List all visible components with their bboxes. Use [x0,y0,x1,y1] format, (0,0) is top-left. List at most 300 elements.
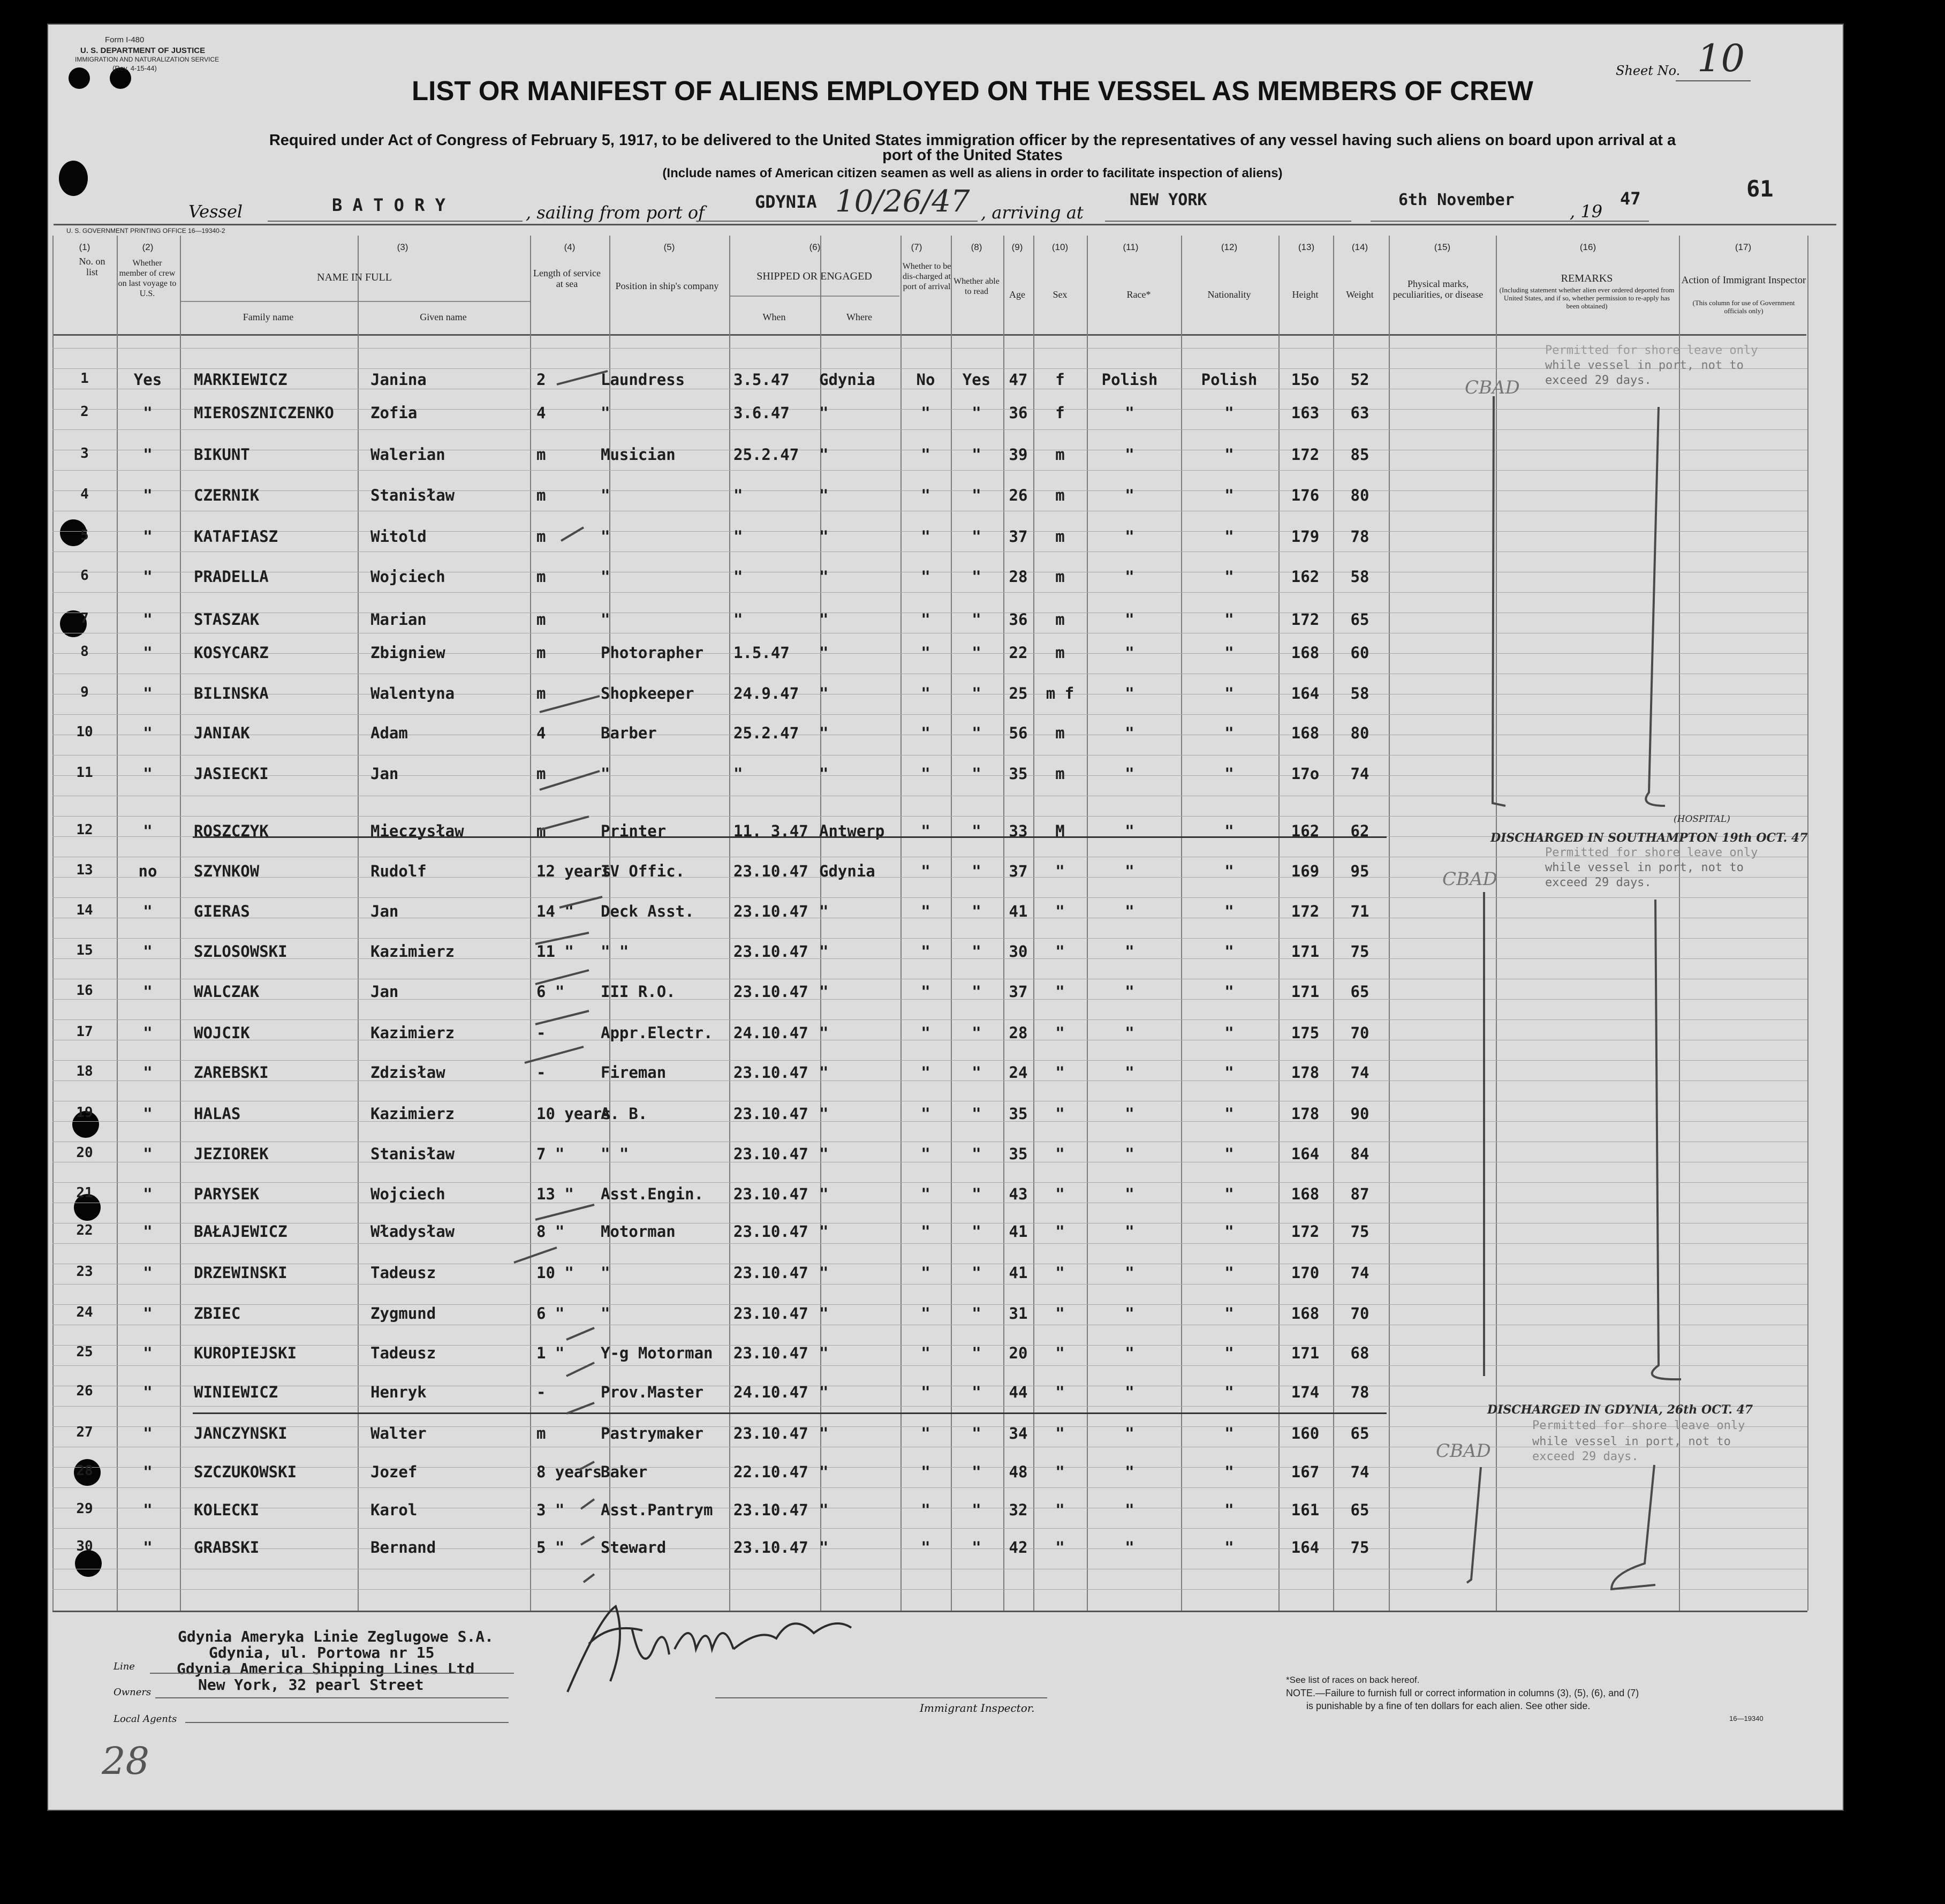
cell-where: " [819,1024,829,1042]
year-prefix: , 19 [1570,201,1603,222]
cell-age: 41 [1009,902,1028,920]
cell-race: " [1125,610,1134,629]
col-remarks-header: REMARKS [1561,273,1613,284]
cell-family: KOSYCARZ [194,644,269,662]
cell-when: 23.10.47 [733,1145,808,1163]
cell-sex: " [1055,1501,1065,1519]
cell-nationality: " [1224,983,1234,1001]
cell-weight: 75 [1350,1538,1369,1557]
cell-discharged: " [921,765,930,783]
column-number: (14) [1351,242,1368,252]
cell-race: " [1125,1063,1134,1082]
cell-position: Prov.Master [601,1383,704,1401]
cell-service: m [536,486,546,504]
cell-position: Appr.Electr. [601,1024,713,1042]
cell-race: " [1125,1145,1134,1163]
cell-given: Wojciech [370,568,445,586]
cell-weight: 68 [1350,1344,1369,1362]
shore-leave-note-2a: Permitted for shore leave only [1545,846,1758,859]
cell-service: 7 " [536,1145,565,1163]
cell-when: 24.10.47 [733,1024,808,1042]
cell-when: 23.10.47 [733,983,808,1001]
page-title: LIST OR MANIFEST OF ALIENS EMPLOYED ON THE VESSEL AS MEMBERS OF CREW [412,75,1533,106]
cell-weight: 62 [1350,822,1369,840]
cell-nationality: " [1224,902,1234,920]
handwritten-date: 10/26/47 [835,184,970,219]
cell-no: 6 [80,568,89,584]
cell-member: no [138,862,157,880]
cell-given: Kazimierz [370,1024,455,1042]
cell-family: SZLOSOWSKI [194,942,287,961]
cell-where: " [819,684,829,702]
cell-race: " [1125,765,1134,783]
shore-leave-note-2b: while vessel in port, not to [1545,861,1744,874]
cell-service: m [536,644,546,662]
cell-sex: " [1055,862,1065,880]
cell-weight: 74 [1350,765,1369,783]
agent-line-3: Gdynia America Shipping Lines Ltd [177,1660,475,1678]
cell-height: 164 [1291,1145,1320,1163]
cell-member: " [143,1063,153,1082]
cell-height: 171 [1291,983,1320,1001]
cell-when: 23.10.47 [733,1304,808,1323]
cell-read: " [972,1264,981,1282]
cell-nationality: " [1224,942,1234,961]
cell-service: 5 " [536,1538,565,1557]
cell-family: SZCZUKOWSKI [194,1463,297,1481]
cell-family: MARKIEWICZ [194,371,287,389]
cell-family: STASZAK [194,610,260,629]
cell-discharged: " [921,644,930,662]
discharged-gdynia-note: DISCHARGED IN GDYNIA, 26th OCT. 47 [1487,1403,1753,1417]
inspector-rule [715,1697,1047,1698]
cell-where: " [819,486,829,504]
cell-no: 26 [76,1383,93,1399]
cell-age: 36 [1009,610,1028,629]
cell-where: Antwerp [819,822,885,840]
cell-family: PARYSEK [194,1185,260,1203]
cell-given: Zbigniew [370,644,445,662]
owners-label: Owners [113,1687,152,1698]
column-number: (17) [1735,242,1752,252]
cell-no: 17 [76,1024,93,1040]
cell-member: " [143,1105,153,1123]
cell-family: PRADELLA [194,568,269,586]
cell-height: 171 [1291,942,1320,961]
cell-race: " [1125,983,1134,1001]
cell-age: 44 [1009,1383,1028,1401]
cell-weight: 58 [1350,684,1369,702]
cell-height: 162 [1291,822,1320,840]
cell-given: Walerian [370,445,445,464]
cell-read: " [972,684,981,702]
cell-sex: m [1055,644,1065,662]
cell-no: 13 [76,862,93,878]
cell-no: 4 [80,486,89,502]
cell-where: " [819,1424,829,1442]
cell-family: MIEROSZNICZENKO [194,404,334,422]
cell-position: Printer [601,822,667,840]
cell-race: " [1125,942,1134,961]
cell-age: 56 [1009,724,1028,742]
cell-family: KATAFIASZ [194,527,278,546]
cell-weight: 70 [1350,1024,1369,1042]
col-physical-header: Physical marks, peculiarities, or disease [1392,278,1484,300]
cell-sex: " [1055,1024,1065,1042]
cell-member: " [143,568,153,586]
column-number: (13) [1298,242,1315,252]
column-number: (12) [1221,242,1238,252]
inspector-initials-2: CBAD [1442,868,1497,890]
cell-position: Photorapher [601,644,704,662]
cell-given: Mieczysław [370,822,464,840]
col-action-note: (This column for use of Government officials only) [1692,299,1795,315]
column-number: (9) [1011,242,1023,252]
cell-given: Stanisław [370,486,455,504]
cell-family: BAŁAJEWICZ [194,1222,287,1241]
cell-age: 25 [1009,684,1028,702]
cell-sex: m [1055,568,1065,586]
cell-where: " [819,983,829,1001]
cell-read: " [972,1222,981,1241]
cell-discharged: " [921,486,930,504]
cell-race: " [1125,445,1134,464]
cell-given: Tadeusz [370,1344,436,1362]
cell-height: 17o [1291,765,1320,783]
cell-height: 168 [1291,1304,1320,1323]
cell-age: 20 [1009,1344,1028,1362]
cell-height: 171 [1291,1344,1320,1362]
cell-read: " [972,1185,981,1203]
cell-height: 164 [1291,1538,1320,1557]
cell-race: " [1125,684,1134,702]
cell-nationality: " [1224,724,1234,742]
cell-family: ZAREBSKI [194,1063,269,1082]
cell-height: 172 [1291,610,1320,629]
col-shipped-header: SHIPPED OR ENGAGED [756,270,872,282]
cell-member: " [143,1222,153,1241]
cell-when: 23.10.47 [733,1538,808,1557]
cell-member: Yes [133,371,162,389]
cell-weight: 74 [1350,1264,1369,1282]
cell-height: 168 [1291,724,1320,742]
cell-nationality: " [1224,644,1234,662]
cell-race: " [1125,862,1134,880]
cell-read: " [972,445,981,464]
cell-position: Musician [601,445,676,464]
cell-family: WINIEWICZ [194,1383,278,1401]
cell-no: 15 [76,942,93,958]
cell-service: m [536,568,546,586]
print-code: 16—19340 [1729,1714,1764,1722]
cell-where: " [819,1063,829,1082]
cell-where: " [819,404,829,422]
cell-age: 22 [1009,644,1028,662]
cell-discharged: " [921,1063,930,1082]
cell-read: " [972,942,981,961]
shore-leave-note-3c: exceed 29 days. [1532,1450,1639,1463]
cell-read: Yes [962,371,991,389]
cell-no: 8 [80,644,89,660]
cell-family: GRABSKI [194,1538,260,1557]
cell-age: 47 [1009,371,1028,389]
cell-when: 23.10.47 [733,1344,808,1362]
cell-discharged: " [921,1222,930,1241]
owners-rule [155,1697,509,1698]
cell-service: 12 years [536,862,611,880]
cell-height: 170 [1291,1264,1320,1282]
cell-discharged: " [921,404,930,422]
cell-sex: M [1055,822,1065,840]
cell-position: III R.O. [601,983,676,1001]
col-race-header: Race* [1126,289,1151,300]
cell-sex: " [1055,983,1065,1001]
cell-family: KOLECKI [194,1501,260,1519]
col-where-header: Where [846,312,872,322]
col-height-header: Height [1292,289,1319,300]
cell-service: - [536,1024,546,1042]
cell-race: Polish [1101,371,1158,389]
cell-nationality: " [1224,1424,1234,1442]
cell-race: " [1125,527,1134,546]
cell-race: " [1125,1538,1134,1557]
cell-given: Kazimierz [370,942,455,961]
cell-height: 162 [1291,568,1320,586]
cell-given: Władysław [370,1222,455,1241]
cell-when: 23.10.47 [733,902,808,920]
column-number: (3) [397,242,408,252]
cell-read: " [972,1463,981,1481]
cell-weight: 75 [1350,942,1369,961]
cell-age: 24 [1009,1063,1028,1082]
cell-when: " [733,486,743,504]
cell-read: " [972,1383,981,1401]
cell-no: 7 [80,610,89,626]
cell-when: 24.10.47 [733,1383,808,1401]
col-age-header: Age [1009,289,1025,300]
cell-discharged: " [921,527,930,546]
cell-discharged: " [921,1383,930,1401]
cell-discharged: " [921,1538,930,1557]
cell-height: 164 [1291,684,1320,702]
cell-height: 160 [1291,1424,1320,1442]
cell-weight: 52 [1350,371,1369,389]
cell-race: " [1125,902,1134,920]
col-read-header: Whether able to read [953,277,1000,296]
cell-discharged: " [921,684,930,702]
cell-nationality: " [1224,1264,1234,1282]
cell-no: 3 [80,445,89,462]
cell-race: " [1125,1501,1134,1519]
cell-discharged: " [921,1424,930,1442]
cell-read: " [972,1501,981,1519]
cell-when: 23.10.47 [733,1264,808,1282]
cell-read: " [972,404,981,422]
col-name-header: NAME IN FULL [317,271,392,283]
cell-weight: 78 [1350,527,1369,546]
cell-given: Witold [370,527,427,546]
cell-read: " [972,644,981,662]
cell-given: Henryk [370,1383,427,1401]
cell-race: " [1125,1264,1134,1282]
cell-sex: " [1055,1063,1065,1082]
cell-family: HALAS [194,1105,241,1123]
cell-nationality: " [1224,610,1234,629]
cell-position: " " [601,1145,629,1163]
cell-family: KUROPIEJSKI [194,1344,297,1362]
cell-given: Wojciech [370,1185,445,1203]
printing-office: U. S. GOVERNMENT PRINTING OFFICE 16—19340-2 [66,227,225,235]
column-number: (16) [1579,242,1596,252]
cell-family: BIKUNT [194,445,250,464]
cell-given: Jozef [370,1463,418,1481]
cell-race: " [1125,404,1134,422]
cell-member: " [143,1304,153,1323]
cell-weight: 95 [1350,862,1369,880]
cell-when: 25.2.47 [733,445,799,464]
cell-discharged: " [921,1304,930,1323]
cell-where: " [819,1304,829,1323]
cell-member: " [143,1538,153,1557]
cell-discharged: " [921,1145,930,1163]
cell-race: " [1125,724,1134,742]
fine-note-1: NOTE.—Failure to furnish full or correct information in columns (3), (5), (6), and (7) [1286,1688,1639,1698]
cell-given: Stanisław [370,1145,455,1163]
cell-position: Steward [601,1538,667,1557]
cell-member: " [143,684,153,702]
cell-member: " [143,527,153,546]
cell-service: 2 [536,371,546,389]
cell-family: JASIECKI [194,765,269,783]
col-sex-header: Sex [1053,289,1068,300]
cell-where: " [819,1105,829,1123]
cell-service: 10 " [536,1264,574,1282]
cell-family: ROSZCZYK [194,822,269,840]
cell-when: " [733,610,743,629]
cell-age: 37 [1009,983,1028,1001]
cell-family: WOJCIK [194,1024,250,1042]
cell-age: 43 [1009,1185,1028,1203]
cell-race: " [1125,568,1134,586]
cell-nationality: " [1224,1063,1234,1082]
cell-service: 11 " [536,942,574,961]
cell-weight: 74 [1350,1063,1369,1082]
port-of-arrival: NEW YORK [1130,191,1207,209]
cell-given: Zdzisław [370,1063,445,1082]
cell-sex: " [1055,1222,1065,1241]
cell-age: 39 [1009,445,1028,464]
cell-read: " [972,1304,981,1323]
cell-position: " [601,610,610,629]
cell-age: 48 [1009,1463,1028,1481]
cell-service: 6 " [536,983,565,1001]
bracket-line-5 [1467,1467,1481,1583]
cell-family: WALCZAK [194,983,260,1001]
cell-height: 176 [1291,486,1320,504]
revision: (Rev. 4-15-44) [112,64,157,72]
cell-position: " [601,527,610,546]
bracket-line-6 [1611,1465,1655,1589]
page-number: 61 [1746,176,1774,202]
cell-age: 26 [1009,486,1028,504]
cell-given: Jan [370,983,399,1001]
cell-age: 34 [1009,1424,1028,1442]
vessel-label: Vessel [188,201,243,222]
cell-nationality: " [1224,1145,1234,1163]
cell-position: " [601,765,610,783]
arrival-year: 47 [1620,188,1641,209]
cell-race: " [1125,486,1134,504]
cell-age: 41 [1009,1222,1028,1241]
cell-discharged: " [921,1463,930,1481]
cell-height: 178 [1291,1063,1320,1082]
cell-age: 35 [1009,765,1028,783]
cell-position: " [601,404,610,422]
cell-given: Marian [370,610,427,629]
cell-family: JEZIOREK [194,1145,269,1163]
cell-age: 30 [1009,942,1028,961]
column-number: (6) [809,242,821,252]
col-action-header: Action of Immigrant Inspector [1681,275,1806,286]
cell-member: " [143,404,153,422]
cell-family: CZERNIK [194,486,260,504]
subtitle-line-1: Required under Act of Congress of February 5, 1917, to be delivered to the United States immigration officer by the representatives of any vessel having such aliens on board upon arrival at a [269,132,1676,149]
cell-family: SZYNKOW [194,862,260,880]
cell-service: 4 [536,724,546,742]
cell-member: " [143,1424,153,1442]
cell-where: " [819,942,829,961]
cell-where: " [819,1501,829,1519]
cell-given: Janina [370,371,427,389]
cell-where: " [819,1222,829,1241]
cell-when: " [733,527,743,546]
cell-sex: f [1055,404,1065,422]
cell-position: " " [601,942,629,961]
cell-given: Karol [370,1501,418,1519]
discharged-southampton-note: DISCHARGED IN SOUTHAMPTON 19th OCT. 47 [1490,831,1808,845]
cell-read: " [972,983,981,1001]
cell-sex: m [1055,765,1065,783]
cell-service: m [536,527,546,546]
cell-race: " [1125,1222,1134,1241]
cell-race: " [1125,1024,1134,1042]
cell-family: JANIAK [194,724,250,742]
cell-nationality: " [1224,486,1234,504]
col-remarks-note: (Including statement whether alien ever ordered deported from United States, and if so, whether permission to re-apply has been obtained) [1499,286,1675,310]
cell-when: 22.10.47 [733,1463,808,1481]
cell-discharged: " [921,724,930,742]
cell-service: - [536,1063,546,1082]
shore-leave-note-1a: Permitted for shore leave only [1545,344,1758,357]
cell-discharged: " [921,1024,930,1042]
cell-weight: 87 [1350,1185,1369,1203]
cell-sex: " [1055,1264,1065,1282]
cell-when: 11. 3.47 [733,822,808,840]
cell-age: 42 [1009,1538,1028,1557]
cell-position: Asst.Engin. [601,1185,704,1203]
bracket-line-1 [1493,396,1505,806]
line-label: Line [113,1661,135,1672]
form-number: Form I-480 [105,35,145,44]
cell-weight: 78 [1350,1383,1369,1401]
inspector-initials-1: CBAD [1465,377,1520,398]
cell-family: BILINSKA [194,684,269,702]
cell-sex: " [1055,1538,1065,1557]
cell-when: 23.10.47 [733,1222,808,1241]
cell-height: 168 [1291,1185,1320,1203]
cell-race: " [1125,1344,1134,1362]
cell-read: " [972,486,981,504]
